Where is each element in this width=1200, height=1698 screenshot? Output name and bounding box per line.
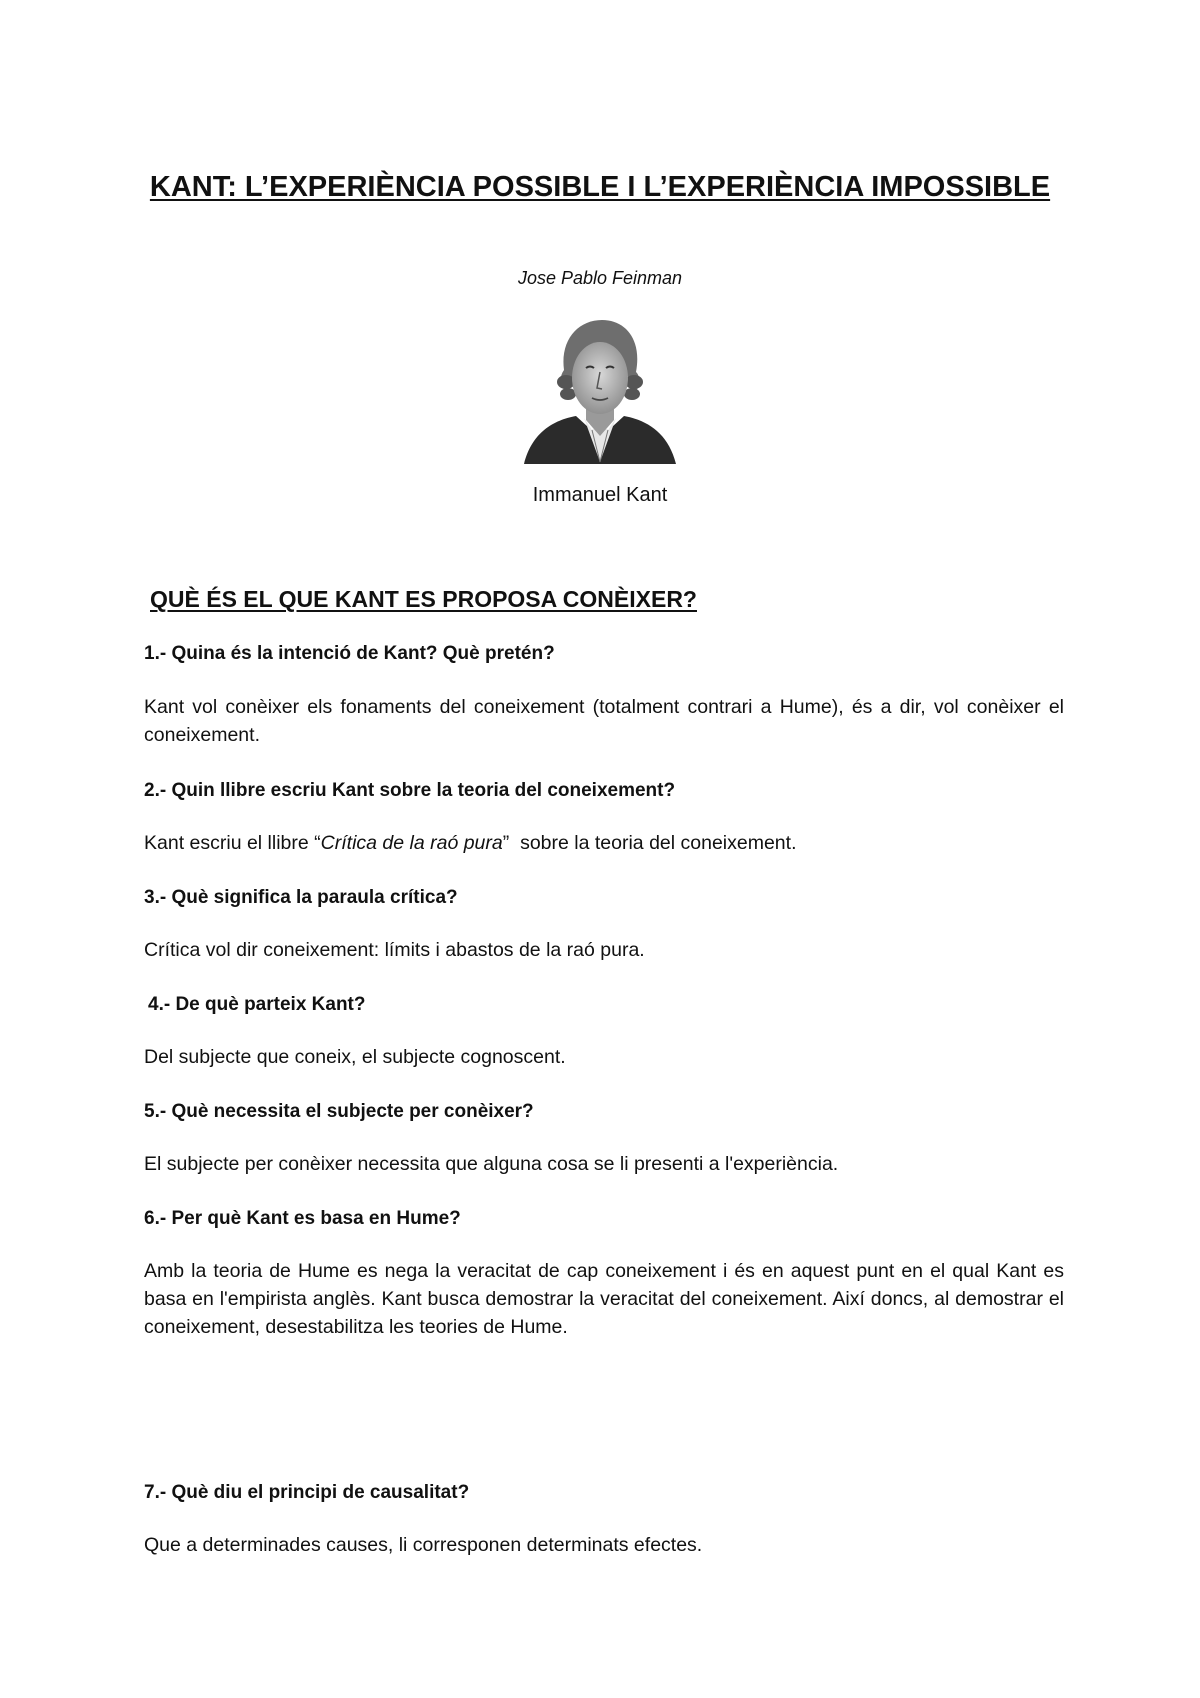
answer-3: Crítica vol dir coneixement: límits i abastos de la raó pura. — [144, 939, 645, 961]
question-6: 6.- Per què Kant es basa en Hume? — [144, 1208, 461, 1229]
question-4: 4.- De què parteix Kant? — [148, 994, 366, 1015]
document-title: KANT: L’EXPERIÈNCIA POSSIBLE I L’EXPERIÈNCIA IMPOSSIBLE — [149, 171, 1051, 203]
answer-5: El subjecte per conèixer necessita que alguna cosa se li presenti a l'experiència. — [144, 1153, 839, 1175]
author-name: Jose Pablo Feinman — [517, 268, 683, 288]
answer-2 — [144, 829, 1064, 857]
kant-portrait-image — [524, 312, 676, 464]
answer-1: Kant vol conèixer els fonaments del coneixement (totalment contrari a Hume), és a dir, vol conèixer el coneixement. — [144, 696, 1064, 746]
question-1: 1.- Quina és la intenció de Kant? Què pretén? — [144, 643, 555, 664]
question-5: 5.- Què necessita el subjecte per conèixer? — [144, 1101, 534, 1122]
portrait-caption: Immanuel Kant — [532, 484, 668, 506]
section-heading: QUÈ ÉS EL QUE KANT ES PROPOSA CONÈIXER? — [150, 586, 697, 612]
answer-6: Amb la teoria de Hume es nega la veracitat de cap coneixement i és en aquest punt en el qual Kant es basa en l'empirista anglès. Kant busca demostrar la veracitat del coneixement. Així doncs, al demostrar el coneixement, desestabilitza les teories de Hume. — [144, 1260, 1064, 1338]
answer-7: Que a determinades causes, li corresponen determinats efectes. — [144, 1534, 703, 1556]
question-7: 7.- Què diu el principi de causalitat? — [144, 1482, 470, 1503]
question-3: 3.- Què significa la paraula crítica? — [144, 887, 458, 908]
book-title: Crítica de la raó pura — [320, 832, 503, 854]
question-2: 2.- Quin llibre escriu Kant sobre la teoria del coneixement? — [144, 780, 676, 801]
answer-4: Del subjecte que coneix, el subjecte cognoscent. — [144, 1046, 566, 1068]
answer-2-prefix: Kant escriu el llibre “ — [144, 832, 321, 854]
answer-2-suffix: ” sobre la teoria del coneixement. — [502, 832, 797, 854]
